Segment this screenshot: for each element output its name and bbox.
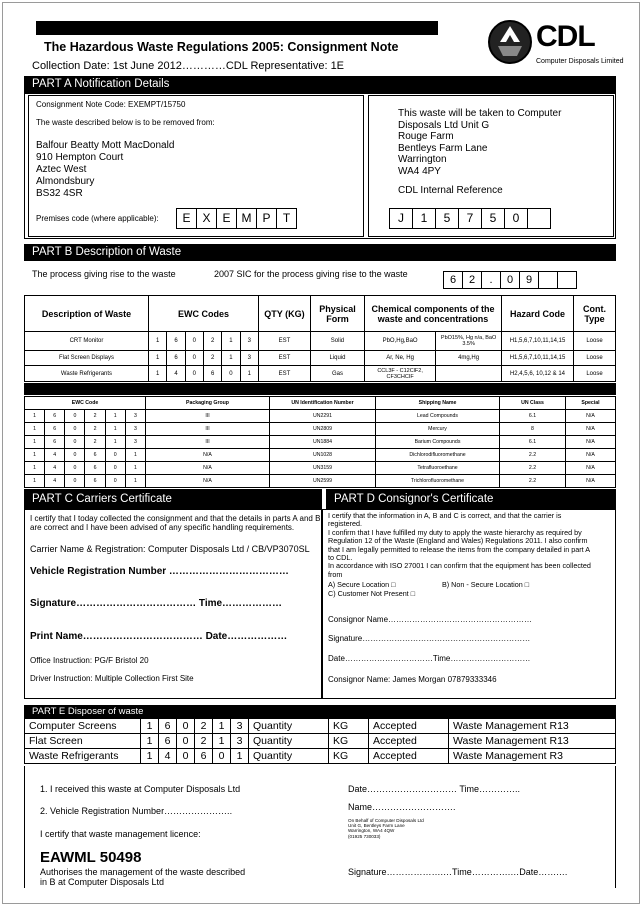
premises-char: M: [236, 208, 257, 229]
col-description: Description of Waste: [25, 296, 149, 332]
document-title: The Hazardous Waste Regulations 2005: Consignment Note: [44, 40, 399, 54]
company-stamp: On Behalf of Computer Disposals Ltd Unit G, Bentleys Farm Lane Warrington, WA4 4QW (01925 730033): [348, 818, 424, 839]
licence-statement: I certify that waste management licence:: [40, 829, 201, 839]
header-redaction-bar: [36, 21, 438, 35]
destination-address: This waste will be taken to Computer Disposals Ltd Unit G Rouge Farm Bentleys Farm Lane Warrington WA4 4PY: [398, 108, 562, 177]
col-physical: Physical Form: [310, 296, 364, 332]
table-row: Waste Refrigerants 1 4 0 6 0 1 EST Gas CCL3F - C12ClF2, CF3CHCIF H2,4,5,6, 10,12 & 14 Loose: [25, 366, 616, 382]
consignor-signature-field[interactable]: Signature………………………………………………………: [328, 634, 531, 643]
disposer-table: [24, 718, 616, 764]
reference-char: 1: [412, 208, 436, 229]
checkbox-icon: □: [391, 580, 396, 589]
disposer-date-time-field[interactable]: Date………………………… Time…………..: [348, 784, 521, 794]
reference-code-boxes: [390, 208, 551, 229]
table-row: 1 4 0 6 0 1 N/A UN1028 Dichlorodifluoromethane 2.2 N/A: [25, 449, 616, 462]
table-row: 1 6 0 2 1 3 III UN2809 Mercury 8 N/A: [25, 423, 616, 436]
table-row: 1 4 0 6 0 1 N/A UN2599 Trichlorofluoromethane 2.2 N/A: [25, 475, 616, 488]
logo-subtitle: Computer Disposals Limited: [536, 58, 624, 65]
premises-code-boxes: [177, 208, 297, 229]
consignment-code: Consignment Note Code: EXEMPT/15750: [36, 100, 186, 109]
sic-char: 9: [519, 271, 539, 289]
premises-label: Premises code (where applicable):: [36, 214, 159, 223]
removed-from-label: The waste described below is to be removed from:: [36, 118, 215, 127]
table-row: Waste Refrigerants 1 4 0 6 0 1 Quantity KG Accepted Waste Management R3: [25, 749, 616, 764]
sic-label: 2007 SIC for the process giving rise to the waste: [214, 269, 408, 279]
sic-char: [557, 271, 577, 289]
col-hazard: Hazard Code: [502, 296, 574, 332]
disposer-signature-field[interactable]: Signature……………….…Time………….…Date…….…: [348, 867, 568, 877]
table-row: Computer Screens 1 6 0 2 1 3 Quantity KG Accepted Waste Management R13: [25, 719, 616, 734]
sic-char: 6: [443, 271, 463, 289]
waste-description-table: [24, 295, 616, 382]
table-row: 1 6 0 2 1 3 III UN1884 Barium Compounds 6.1 N/A: [25, 436, 616, 449]
sic-char: 2: [462, 271, 482, 289]
disposer-name-field[interactable]: Name……………………….: [348, 802, 456, 812]
received-statement: 1. I received this waste at Computer Disposals Ltd: [40, 784, 241, 794]
reference-char: 5: [481, 208, 505, 229]
consignor-name-field[interactable]: Consignor Name………………………………………………: [328, 615, 533, 624]
checkbox-icon: □: [524, 580, 530, 589]
option-non-secure-location[interactable]: B) Non - Secure Location □: [442, 580, 530, 589]
reference-char: 0: [504, 208, 528, 229]
option-secure-location[interactable]: A) Secure Location □: [328, 580, 396, 589]
premises-char: E: [216, 208, 237, 229]
premises-char: T: [276, 208, 297, 229]
divider-bar: [24, 383, 616, 395]
driver-instruction: Driver Instruction: Multiple Collection First Site: [30, 674, 194, 683]
premises-char: E: [176, 208, 197, 229]
checkbox-icon: □: [410, 589, 416, 598]
sic-char: 0: [500, 271, 520, 289]
sic-code-boxes: [444, 271, 577, 289]
consignor-date-time-field[interactable]: Date……………………………Time…………………………: [328, 654, 531, 663]
option-customer-not-present[interactable]: C) Customer Not Present □: [328, 589, 416, 598]
licence-number: EAWML 50498: [40, 849, 142, 866]
col-chemical: Chemical components of the waste and concentrations: [364, 296, 501, 332]
sic-char: .: [481, 271, 501, 289]
col-cont: Cont. Type: [574, 296, 616, 332]
reference-char: 5: [435, 208, 459, 229]
table-row: CRT Monitor 1 6 0 2 1 3 EST Solid PbO,Hg,BaO PbO15%, Hg n/a, BaO 3.5% H1,5,6,7,10,11,14,15 Loose: [25, 332, 616, 351]
carrier-certify-text: I certify that I today collected the consignment and that the details in parts A and B are correct and I have been advised of any specific handling requirements.: [30, 514, 321, 532]
carrier-signature-field[interactable]: Signature……………………………… Time………………: [30, 598, 283, 609]
process-label: The process giving rise to the waste: [32, 269, 176, 279]
sic-char: [538, 271, 558, 289]
table-row: Flat Screen 1 6 0 2 1 3 Quantity KG Accepted Waste Management R13: [25, 734, 616, 749]
collection-line: Collection Date: 1st June 2012…………CDL Representative: 1E: [32, 60, 345, 72]
pickup-address: Balfour Beatty Mott MacDonald 910 Hempton Court Aztec West Almondsbury BS32 4SR: [36, 140, 175, 199]
internal-reference-label: CDL Internal Reference: [398, 185, 503, 196]
disposer-vehicle-registration-field[interactable]: 2. Vehicle Registration Number…………………..: [40, 806, 233, 816]
table-row: 1 6 0 2 1 3 III UN2291 Lead Compounds 6.1 N/A: [25, 410, 616, 423]
vehicle-registration-field[interactable]: Vehicle Registration Number ………………………………: [30, 566, 289, 577]
authorisation-text: Authorises the management of the waste described in B at Computer Disposals Ltd: [40, 867, 246, 887]
premises-char: X: [196, 208, 217, 229]
consignor-name-value: Consignor Name: James Morgan 07879333346: [328, 675, 497, 684]
waste-table-header: [25, 296, 616, 332]
part-d-heading: PART D Consignor's Certificate: [326, 489, 616, 509]
office-instruction: Office Instruction: PG/F Bristol 20: [30, 656, 149, 665]
table-row: Flat Screen Displays 1 6 0 2 1 3 EST Liquid Ar, Ne, Hg 4mg,Hg H1,5,6,7,10,11,14,15 Loose: [25, 351, 616, 366]
premises-char: P: [256, 208, 277, 229]
col-qty: QTY (KG): [258, 296, 310, 332]
reference-char: J: [389, 208, 413, 229]
part-e-heading: PART E Disposer of waste: [24, 705, 616, 718]
reference-char: 7: [458, 208, 482, 229]
col-ewc: EWC Codes: [149, 296, 259, 332]
part-c-heading: PART C Carriers Certificate: [24, 489, 322, 509]
un-table-header: EWC Code Packaging Group UN Identification Number Shipping Name UN Class Special: [25, 397, 616, 410]
part-a-heading: PART A Notification Details: [24, 76, 616, 93]
reference-char: [527, 208, 551, 229]
recycle-logo-icon: [486, 18, 534, 66]
table-row: 1 4 0 6 0 1 N/A UN3159 Tetrafluoroethane 2.2 N/A: [25, 462, 616, 475]
consignor-certify-text: I certify that the information in A, B and C is correct, and that the carrier is registered. I confirm that I have fulfilled my duty to apply the waste hierarchy as required by Regulation 12 of the Waste (England and Wales) Regulations 2011. I also confirm that I am legally permitted to release the items from the company detailed in part A to CDL. In accordance with ISO 27001 I can confirm that the equipment has been collected from: [328, 511, 591, 579]
carrier-name: Carrier Name & Registration: Computer Disposals Ltd / CB/VP3070SL: [30, 544, 310, 554]
un-classification-table: [24, 396, 616, 488]
part-b-heading: PART B Description of Waste: [24, 244, 616, 261]
carrier-print-name-field[interactable]: Print Name……………………………… Date………………: [30, 631, 288, 642]
logo-text: CDL: [536, 20, 595, 53]
